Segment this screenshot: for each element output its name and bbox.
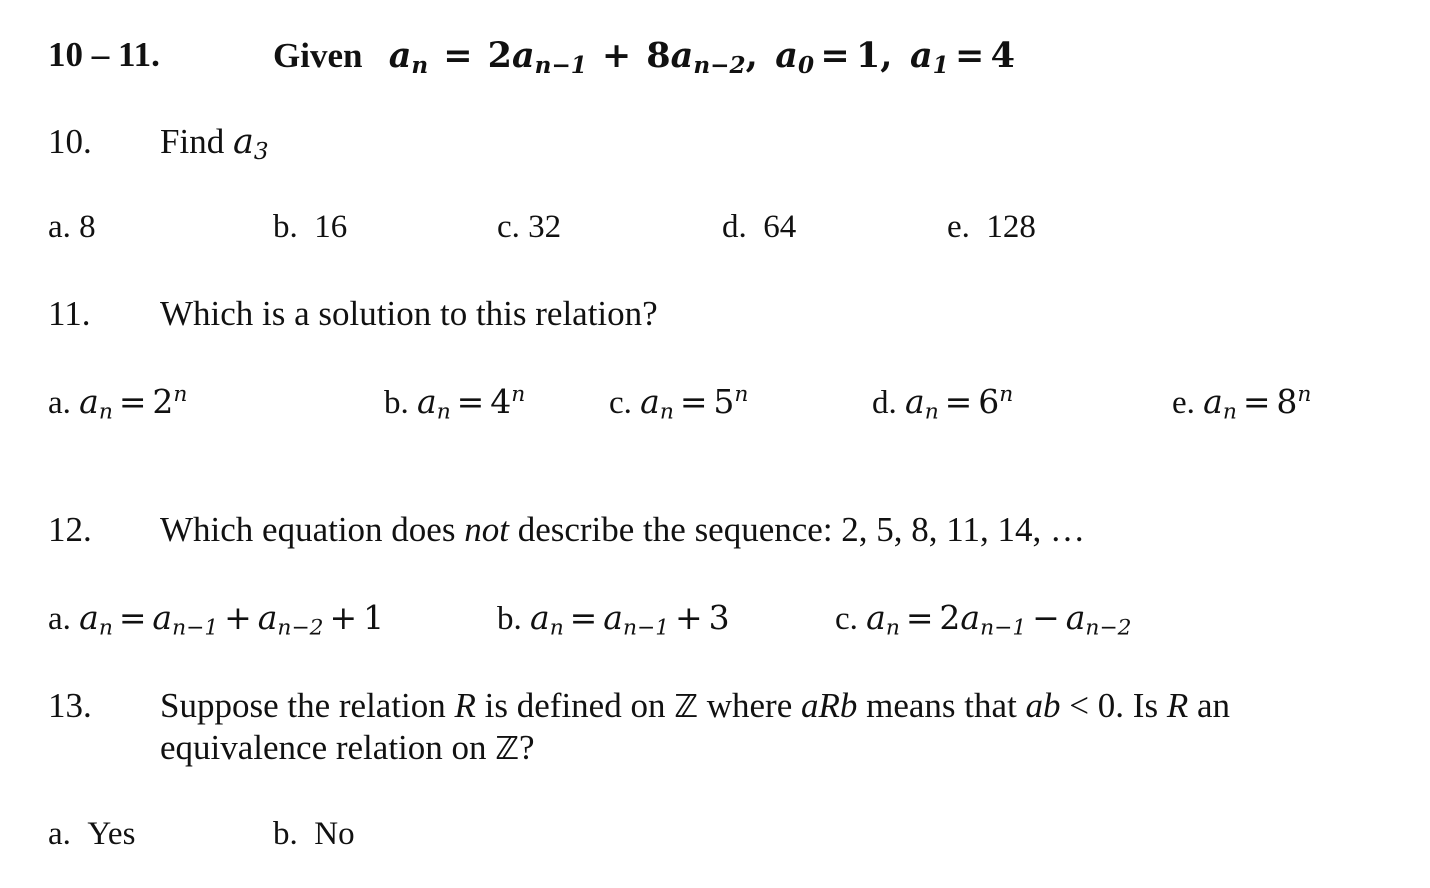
q12-option-a[interactable]: a. $a_n = a_{n-1} + a_{n-2} + 1$ bbox=[48, 598, 385, 641]
equals-sign: = bbox=[443, 35, 473, 76]
q10-option-d[interactable]: d. 64 bbox=[722, 209, 797, 245]
q11-option-e[interactable]: e. $a_n = 8^n$ bbox=[1172, 382, 1312, 425]
question-10-text: Find $a_3$ bbox=[160, 122, 269, 165]
q12-option-c[interactable]: c. $a_n = 2a_{n-1} - a_{n-2}$ bbox=[835, 598, 1132, 641]
q11-option-c[interactable]: c. $a_n = 5^n$ bbox=[609, 382, 749, 425]
coefficient-2: 8 bbox=[646, 35, 671, 76]
q12-option-b[interactable]: b. $a_n = a_{n-1} + 3$ bbox=[497, 598, 730, 641]
q10-option-a[interactable]: a. 8 bbox=[48, 209, 96, 245]
q13-option-b[interactable]: b. No bbox=[273, 816, 355, 852]
q11-option-a[interactable]: a. $a_n = 2^n$ bbox=[48, 382, 188, 425]
relation-lhs: $a_n$ bbox=[388, 35, 429, 79]
question-13-number: 13. bbox=[48, 686, 92, 725]
q11-option-d[interactable]: d. $a_n = 6^n$ bbox=[872, 382, 1014, 425]
question-11-text: Which is a solution to this relation? bbox=[160, 294, 658, 333]
q11-option-b[interactable]: b. $a_n = 4^n$ bbox=[384, 382, 526, 425]
given-relation: Given $a_n = 2a_{n-1} + 8a_{n-2}$, $a_0 = 1$, $a_1 = 4$ bbox=[273, 35, 1016, 79]
q10-option-b[interactable]: b. 16 bbox=[273, 209, 348, 245]
plus-sign: + bbox=[601, 35, 632, 76]
q13-option-a[interactable]: a. Yes bbox=[48, 816, 136, 852]
question-13-line-2: equivalence relation on ℤ? bbox=[160, 728, 535, 767]
initial-condition-0: $a_0$ bbox=[775, 35, 815, 79]
question-12-number: 12. bbox=[48, 510, 92, 549]
relation-term-2: $a_{n-2}$ bbox=[670, 35, 746, 79]
coefficient-1: 2 bbox=[487, 35, 512, 76]
question-range-label: 10 – 11. bbox=[48, 35, 160, 74]
q10-variable: $a_3$ bbox=[232, 122, 269, 165]
given-label: Given bbox=[273, 36, 363, 75]
question-13-line-1: Suppose the relation R is defined on ℤ where aRb means that ab < 0. Is R an bbox=[160, 686, 1230, 725]
question-11-number: 11. bbox=[48, 294, 91, 333]
separator-comma: , bbox=[745, 35, 758, 76]
q10-option-c[interactable]: c. 32 bbox=[497, 209, 562, 245]
q12-emphasis: not bbox=[464, 510, 509, 549]
relation-term-1: $a_{n-1}$ bbox=[511, 35, 587, 79]
question-10-number: 10. bbox=[48, 122, 92, 161]
initial-value-0: 1 bbox=[855, 35, 881, 76]
initial-value-1: 4 bbox=[990, 35, 1016, 76]
question-12-text: Which equation does not describe the sequence: 2, 5, 8, 11, 14, … bbox=[160, 510, 1086, 549]
initial-condition-1: $a_1$ bbox=[909, 35, 949, 79]
q10-option-e[interactable]: e. 128 bbox=[947, 209, 1036, 245]
